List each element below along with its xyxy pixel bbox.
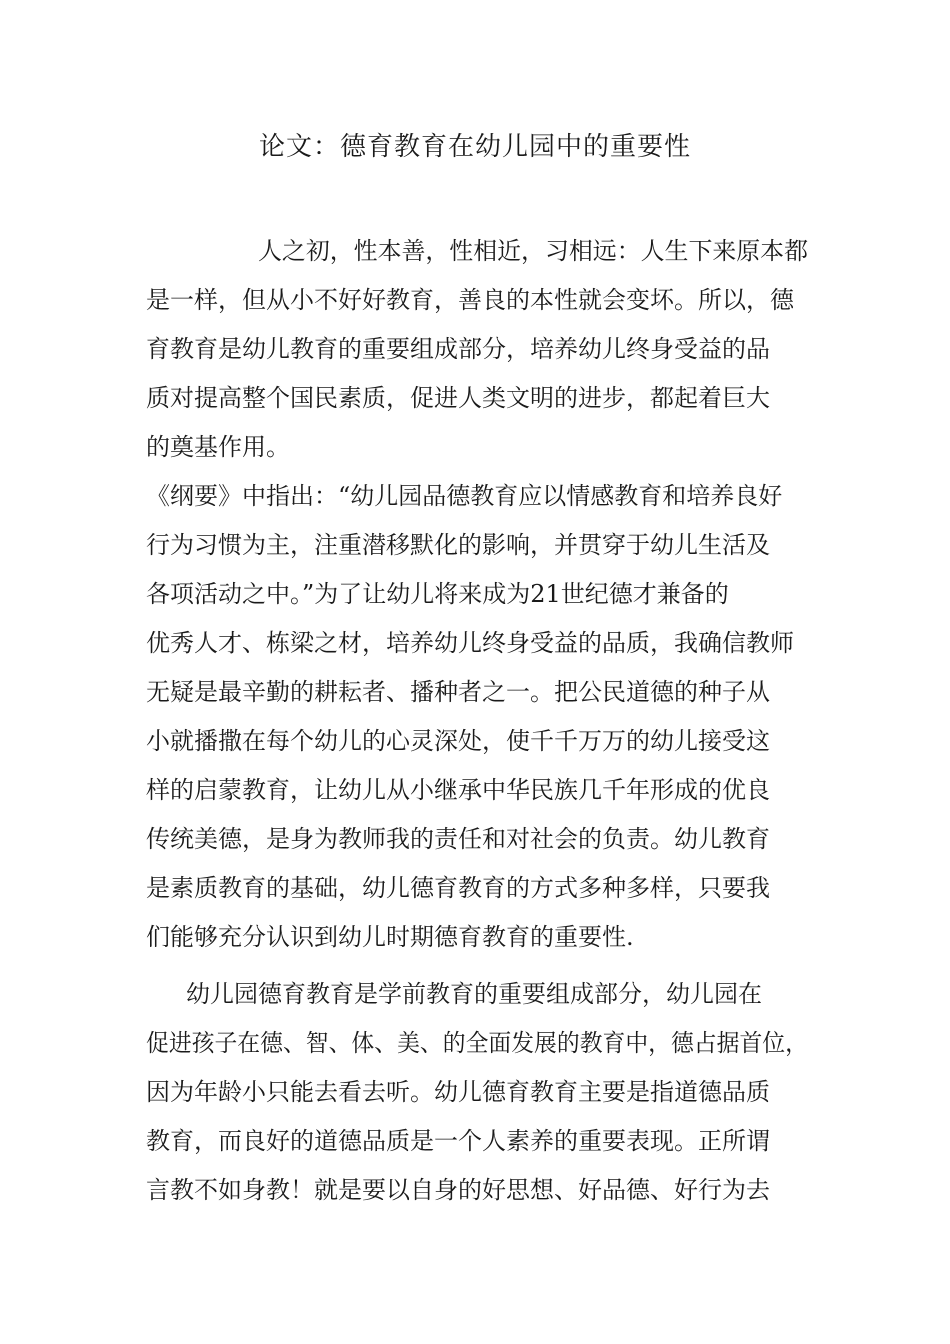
text-line: 小就播撒在每个幼儿的心灵深处，使千千万万的幼儿接受这 [146, 727, 770, 755]
text-line: 人之初，性本善，性相近，习相远：人生下来原本都 [258, 237, 809, 265]
text-line: 因为年龄小只能去看去听。幼儿德育教育主要是指道德品质 [146, 1078, 770, 1106]
document-title: 论文：德育教育在幼儿园中的重要性 [258, 132, 691, 162]
text-line: 促进孩子在德、智、体、美、的全面发展的教育中，德占据首位， [146, 1029, 808, 1057]
text-line: 质对提高整个国民素质，促进人类文明的进步，都起着巨大 [146, 384, 770, 412]
text-line: 是素质教育的基础，幼儿德育教育的方式多种多样，只要我 [146, 874, 770, 902]
text-line: 的奠基作用。 [146, 433, 290, 461]
text-line: 教育，而良好的道德品质是一个人素养的重要表现。正所谓 [146, 1127, 770, 1155]
text-line: 样的启蒙教育，让幼儿从小继承中华民族几千年形成的优良 [146, 776, 770, 804]
text-line: 无疑是最辛勤的耕耘者、播种者之一。把公民道德的种子从 [146, 678, 770, 706]
text-line: 各项活动之中。”为了让幼儿将来成为21世纪德才兼备的 [146, 580, 729, 608]
text-line: 行为习惯为主，注重潜移默化的影响，并贯穿于幼儿生活及 [146, 531, 770, 559]
text-line: 幼儿园德育教育是学前教育的重要组成部分，幼儿园在 [186, 980, 762, 1008]
text-line: 言教不如身教！就是要以自身的好思想、好品德、好行为去 [146, 1176, 770, 1204]
text-line: 传统美德，是身为教师我的责任和对社会的负责。幼儿教育 [146, 825, 770, 853]
text-line: 育教育是幼儿教育的重要组成部分，培养幼儿终身受益的品 [146, 335, 770, 363]
text-line: 《纲要》中指出：“幼儿园品德教育应以情感教育和培养良好 [146, 482, 783, 510]
text-line: 们能够充分认识到幼儿时期德育教育的重要性. [146, 923, 634, 951]
text-line: 是一样，但从小不好好教育，善良的本性就会变坏。所以，德 [146, 286, 794, 314]
text-line: 优秀人才、栋梁之材，培养幼儿终身受益的品质，我确信教师 [146, 629, 794, 657]
